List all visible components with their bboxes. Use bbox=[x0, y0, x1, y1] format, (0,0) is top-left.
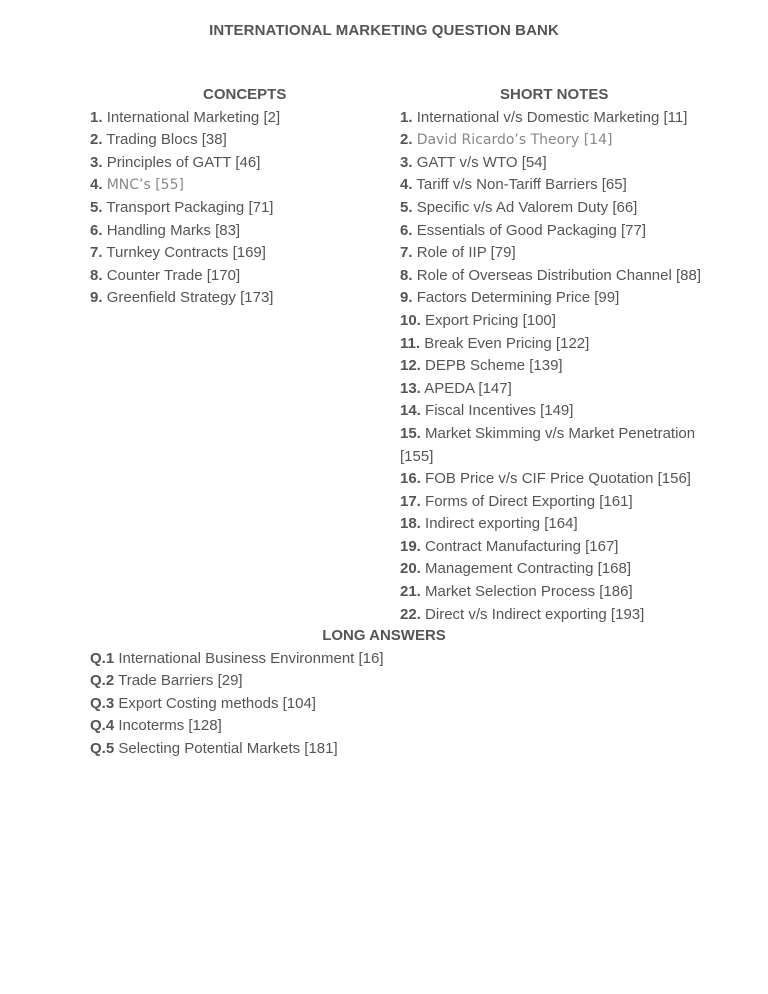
list-item bbox=[400, 400, 710, 423]
item-number: 8. bbox=[400, 266, 413, 284]
item-number: 7. bbox=[90, 244, 103, 262]
concepts-section bbox=[90, 84, 390, 310]
item-text: Factors Determining Price [99] bbox=[416, 289, 620, 307]
item-number: 3. bbox=[400, 153, 413, 171]
concepts-list bbox=[90, 107, 390, 310]
item-number: 18. bbox=[400, 515, 421, 533]
item-text: Transport Packaging [71] bbox=[106, 198, 274, 216]
item-text: MNC’s [55] bbox=[106, 177, 184, 194]
item-text: DEPB Scheme [139] bbox=[425, 357, 563, 375]
item-number: 9. bbox=[400, 289, 413, 307]
item-text: Contract Manufacturing [167] bbox=[425, 537, 619, 555]
item-number: 7. bbox=[400, 244, 413, 262]
list-item bbox=[90, 152, 390, 175]
item-text: Turnkey Contracts [169] bbox=[106, 244, 266, 262]
short-notes-section bbox=[400, 84, 710, 626]
item-number: 21. bbox=[400, 583, 421, 601]
long-answers-section bbox=[90, 625, 690, 761]
item-number: 17. bbox=[400, 492, 421, 510]
item-number: 4. bbox=[90, 176, 103, 194]
list-item bbox=[400, 197, 710, 220]
item-text: Essentials of Good Packaging [77] bbox=[416, 221, 646, 239]
list-item bbox=[90, 648, 690, 671]
short-notes-list bbox=[400, 107, 710, 627]
item-number: 22. bbox=[400, 605, 421, 623]
list-item bbox=[90, 242, 390, 265]
list-item bbox=[90, 693, 690, 716]
item-text: Trade Barriers [29] bbox=[118, 672, 243, 690]
list-item bbox=[90, 265, 390, 288]
item-text: Principles of GATT [46] bbox=[106, 153, 261, 171]
list-item bbox=[400, 513, 710, 536]
list-item bbox=[90, 220, 390, 243]
list-item bbox=[400, 152, 710, 175]
item-number: 2. bbox=[90, 131, 103, 149]
list-item bbox=[400, 287, 710, 310]
item-text: Trading Blocs [38] bbox=[106, 131, 227, 149]
list-item bbox=[400, 468, 710, 491]
list-item bbox=[400, 129, 710, 152]
item-text: Handling Marks [83] bbox=[106, 221, 241, 239]
item-text: Counter Trade [170] bbox=[106, 266, 241, 284]
list-item bbox=[400, 558, 710, 581]
item-number: 10. bbox=[400, 311, 421, 329]
list-item bbox=[400, 604, 710, 627]
item-number: 9. bbox=[90, 289, 103, 307]
list-item bbox=[400, 220, 710, 243]
item-text: Tariff v/s Non-Tariff Barriers [65] bbox=[416, 176, 627, 194]
document-title: INTERNATIONAL MARKETING QUESTION BANK bbox=[209, 22, 559, 39]
list-item bbox=[90, 670, 690, 693]
item-text: International Business Environment [16] bbox=[118, 649, 384, 667]
item-number: 19. bbox=[400, 537, 421, 555]
list-item bbox=[400, 333, 710, 356]
item-text: International v/s Domestic Marketing [11] bbox=[416, 108, 688, 126]
item-number: Q.5 bbox=[90, 739, 115, 757]
item-text: Indirect exporting [164] bbox=[425, 515, 578, 533]
list-item bbox=[90, 738, 690, 761]
list-item bbox=[400, 536, 710, 559]
item-number: 1. bbox=[400, 108, 413, 126]
item-text: Export Costing methods [104] bbox=[118, 694, 316, 712]
list-item bbox=[400, 581, 710, 604]
item-number: 16. bbox=[400, 470, 421, 488]
item-text: Fiscal Incentives [149] bbox=[425, 402, 574, 420]
item-text: Greenfield Strategy [173] bbox=[106, 289, 274, 307]
list-item bbox=[400, 310, 710, 333]
list-item bbox=[400, 242, 710, 265]
list-item bbox=[400, 423, 710, 468]
list-item bbox=[400, 174, 710, 197]
list-item bbox=[90, 197, 390, 220]
item-number: Q.4 bbox=[90, 717, 115, 735]
item-number: Q.3 bbox=[90, 694, 115, 712]
item-number: 5. bbox=[90, 198, 103, 216]
item-number: 6. bbox=[400, 221, 413, 239]
item-number: 5. bbox=[400, 198, 413, 216]
list-item bbox=[400, 378, 710, 401]
item-text: International Marketing [2] bbox=[106, 108, 281, 126]
item-number: 11. bbox=[400, 334, 421, 352]
item-number: 8. bbox=[90, 266, 103, 284]
item-text: Market Selection Process [186] bbox=[425, 583, 633, 601]
item-text: Market Skimming v/s Market Penetration [155] bbox=[400, 424, 696, 465]
item-number: 14. bbox=[400, 402, 421, 420]
item-text: Break Even Pricing [122] bbox=[424, 334, 590, 352]
item-number: 15. bbox=[400, 424, 421, 442]
item-text: Selecting Potential Markets [181] bbox=[118, 739, 338, 757]
item-text: Forms of Direct Exporting [161] bbox=[425, 492, 633, 510]
list-item bbox=[400, 355, 710, 378]
item-text: Role of Overseas Distribution Channel [88] bbox=[416, 266, 701, 284]
list-item bbox=[90, 174, 390, 197]
item-text: Incoterms [128] bbox=[118, 717, 222, 735]
item-text: David Ricardo’s Theory [14] bbox=[416, 132, 613, 149]
item-number: 4. bbox=[400, 176, 413, 194]
list-item bbox=[90, 715, 690, 738]
item-text: Direct v/s Indirect exporting [193] bbox=[425, 605, 645, 623]
item-number: 3. bbox=[90, 153, 103, 171]
item-text: Specific v/s Ad Valorem Duty [66] bbox=[416, 198, 638, 216]
item-text: Management Contracting [168] bbox=[425, 560, 631, 578]
item-text: FOB Price v/s CIF Price Quotation [156] bbox=[425, 470, 691, 488]
item-number: 6. bbox=[90, 221, 103, 239]
item-number: 2. bbox=[400, 131, 413, 149]
item-text: Role of IIP [79] bbox=[416, 244, 516, 262]
list-item bbox=[400, 107, 710, 130]
list-item bbox=[400, 491, 710, 514]
item-number: 1. bbox=[90, 108, 103, 126]
short-notes-heading: SHORT NOTES bbox=[500, 86, 609, 103]
list-item bbox=[90, 287, 390, 310]
item-number: 12. bbox=[400, 357, 421, 375]
long-answers-list bbox=[90, 648, 690, 761]
list-item bbox=[90, 129, 390, 152]
item-number: Q.2 bbox=[90, 672, 115, 690]
item-number: 13. bbox=[400, 379, 421, 397]
list-item bbox=[400, 265, 710, 288]
item-number: 20. bbox=[400, 560, 421, 578]
item-number: Q.1 bbox=[90, 649, 115, 667]
long-answers-heading: LONG ANSWERS bbox=[322, 627, 446, 644]
item-text: Export Pricing [100] bbox=[425, 311, 556, 329]
list-item bbox=[90, 107, 390, 130]
concepts-heading: CONCEPTS bbox=[203, 86, 287, 103]
item-text: APEDA [147] bbox=[424, 379, 512, 397]
item-text: GATT v/s WTO [54] bbox=[416, 153, 547, 171]
